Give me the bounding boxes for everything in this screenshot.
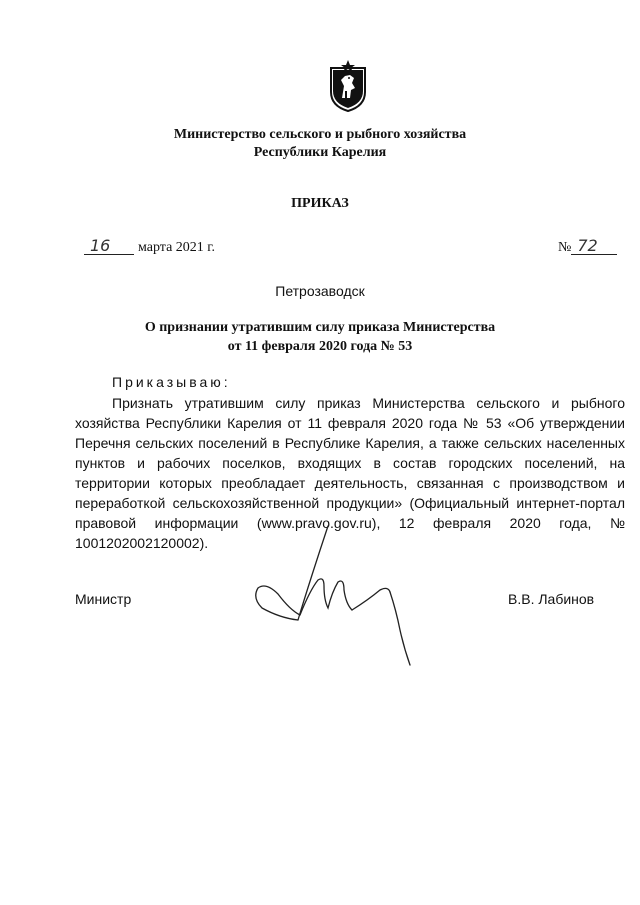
order-word: Приказываю:: [112, 374, 231, 390]
number-prefix: №: [558, 240, 572, 255]
document-type: ПРИКАЗ: [291, 196, 349, 211]
subject-line-2: от 11 февраля 2020 года № 53: [227, 339, 413, 354]
ministry-line-1: Министерство сельского и рыбного хозяйства: [173, 127, 467, 142]
signature-image: [240, 520, 420, 670]
document-subject: [0, 318, 640, 356]
coat-of-arms-icon: [328, 58, 368, 112]
document-date: [84, 238, 215, 256]
order-paragraph: Признать утратившим силу приказ Министерства сельского и рыбного хозяйства Республики Карелия от 11 февраля 2020 года № 53 «Об утверждении Перечня сельских поселений в Республике Карелия, а также сельских населенных пунктов и рабочих поселков, входящих в состав городских поселений, на территории которых преобладает деятельность, связанная с производством и переработкой сельскохозяйственной продукции» (Официальный интернет-портал правовой информации (www.pravo.gov.ru), 12 февраля 2020 года, № 1001202002120002).: [75, 395, 625, 551]
date-month-year: марта 2021 г.: [138, 240, 215, 255]
ministry-name: [0, 126, 640, 162]
number-value: 72: [571, 238, 617, 255]
ministry-line-2: Республики Карелия: [253, 145, 387, 160]
date-day: 16: [84, 238, 134, 255]
document-number: [558, 238, 617, 256]
signer-role: Министр: [75, 591, 132, 607]
city: Петрозаводск: [275, 283, 365, 299]
signer-name: В.В. Лабинов: [508, 591, 595, 607]
subject-line-1: О признании утратившим силу приказа Министерства: [144, 320, 496, 335]
